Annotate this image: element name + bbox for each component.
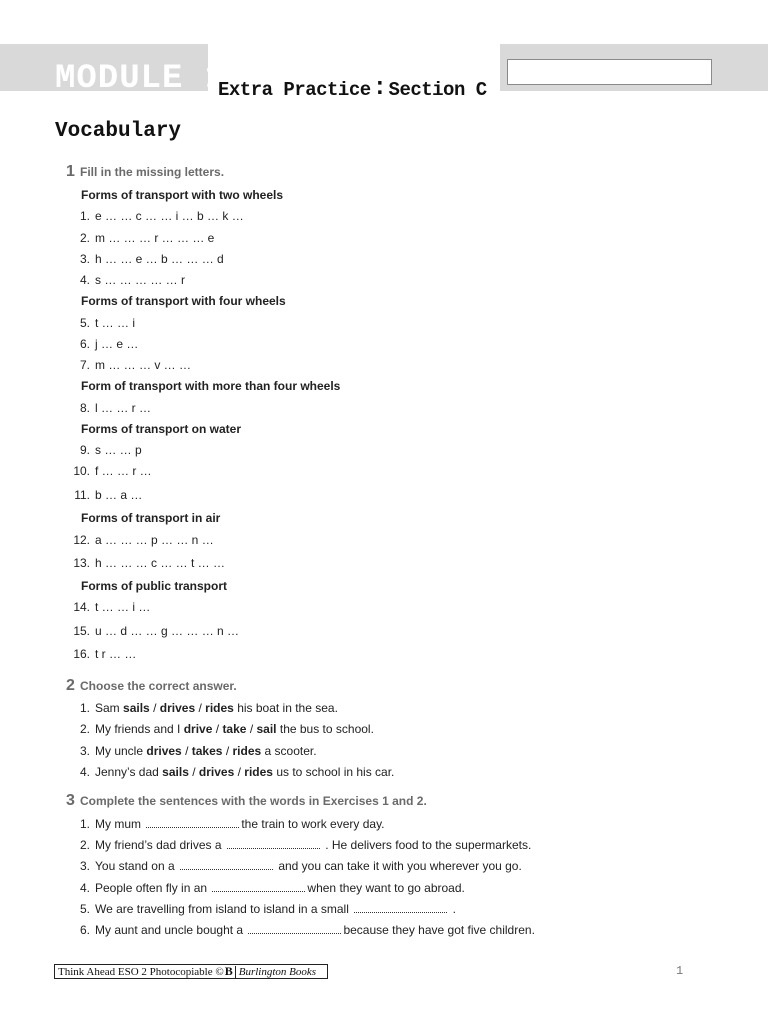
list-item [66,701,338,715]
sentence-end: a scooter. [264,744,317,758]
item-text: h … … … c … … t … … [95,556,226,570]
list-item [66,231,214,245]
item-text: h … … e … b … … … d [95,252,224,266]
exercise-number: 2 [66,677,75,694]
title-part-b: Section C [388,79,487,101]
list-item [66,722,374,736]
sentence-end: the bus to school. [279,722,374,736]
publisher-logo: B [224,964,233,978]
sentence-start: My friend’s dad drives a [95,838,222,852]
answer-blank[interactable] [227,838,320,849]
item-text: s … … … … … r [95,273,185,287]
sentence-end: because they have got five children. [343,923,535,937]
sentence-end: when they want to go abroad. [307,881,465,895]
list-item [66,624,239,638]
title-part-a: Extra Practice [218,79,371,101]
option[interactable]: rides [244,765,273,779]
list-item [66,923,535,937]
page-number: 1 [676,964,684,978]
list-item [66,209,244,223]
group-heading: Forms of transport in air [81,511,221,525]
item-text: s … … p [95,443,142,457]
item-number: 2. [79,722,90,736]
item-text: m … … … v … … [95,358,191,372]
item-number: 1. [79,701,90,715]
answer-blank[interactable] [180,859,273,870]
item-number: 2. [79,838,90,852]
group-heading: Forms of transport on water [81,422,242,436]
separator: / [237,765,241,779]
item-number: 16. [73,647,90,661]
item-number: 4. [79,273,90,287]
list-item [66,533,214,547]
list-item [66,337,138,351]
list-item [66,647,136,661]
item-number: 1. [79,817,90,831]
item-number: 5. [79,902,90,916]
item-text: t … … i [95,316,136,330]
separator: / [185,744,189,758]
item-number: 6. [79,923,90,937]
item-number: 4. [79,881,90,895]
option[interactable]: sails [123,701,150,715]
option[interactable]: rides [205,701,234,715]
item-number: 13. [73,556,90,570]
list-item [66,316,135,330]
item-number: 10. [73,464,90,478]
answer-blank[interactable] [146,817,239,828]
sentence-start: Sam [95,701,120,715]
sentence-start: People often fly in an [95,881,208,895]
item-text: u … d … … g … … … n … [95,624,240,638]
list-item [66,443,142,457]
list-item [66,765,394,779]
module-label: MODULE 1 [55,60,227,98]
option[interactable]: drives [198,765,235,779]
sentence-start: Jenny’s dad [95,765,159,779]
answer-blank[interactable] [248,923,341,934]
sentence-end: . [452,902,456,916]
section-heading: Vocabulary [55,120,182,143]
title-colon: : [372,75,387,102]
item-text: e … … c … … i … b … k … [95,209,244,223]
list-item [66,273,185,287]
item-text: t … … i … [95,600,151,614]
list-item [66,838,531,852]
sentence-end: the train to work every day. [241,817,385,831]
sentence-start: My uncle [95,744,144,758]
exercise-instruction: Fill in the missing letters. [80,165,225,179]
group-heading: Forms of transport with four wheels [81,294,286,308]
exercise-number: 1 [66,163,75,180]
page-title [218,76,487,103]
exercise-instruction: Choose the correct answer. [80,679,237,693]
item-number: 9. [79,443,90,457]
item-number: 11. [74,488,90,502]
item-number: 15. [73,624,90,638]
item-text: m … … … r … … … e [95,231,215,245]
separator: / [198,701,202,715]
item-number: 12. [73,533,90,547]
exercise-3-heading [66,792,427,810]
separator: / [215,722,220,736]
sentence-start: My mum [95,817,141,831]
exercise-1-heading [66,163,224,181]
item-text: l … … r … [95,401,151,415]
item-number: 3. [79,744,90,758]
separator: / [192,765,196,779]
publisher-name: Burlington Books [235,966,319,978]
list-item [66,744,317,758]
option[interactable]: take [222,722,247,736]
separator: / [153,701,157,715]
item-number: 8. [79,401,90,415]
item-number: 3. [79,859,90,873]
option[interactable]: drives [146,744,182,758]
copyright-text: Think Ahead ESO 2 Photocopiable © [58,966,224,978]
answer-blank[interactable] [354,902,447,913]
separator: / [249,722,254,736]
exercise-instruction: Complete the sentences with the words in Exercises 1 and 2. [80,794,427,808]
item-text: f … … r … [95,464,152,478]
item-text: b … a … [95,488,143,502]
item-text: t r … … [95,647,137,661]
item-number: 4. [79,765,90,779]
group-heading: Form of transport with more than four wheels [81,379,341,393]
item-text: j … e … [95,337,139,351]
option[interactable]: sails [162,765,189,779]
list-item [66,464,152,478]
list-item [66,881,465,895]
sentence-end: and you can take it with you wherever you go. [278,859,522,873]
option[interactable]: drives [159,701,196,715]
list-item [66,358,191,372]
group-heading: Forms of public transport [81,579,228,593]
list-item [66,600,150,614]
option[interactable]: rides [232,744,262,758]
option[interactable]: sail [256,722,277,736]
list-item [66,401,151,415]
sentence-start: You stand on a [95,859,175,873]
item-text: a … … … p … … n … [95,533,214,547]
name-field[interactable] [507,59,712,85]
list-item [66,859,522,873]
item-number: 7. [79,358,90,372]
sentence-start: My aunt and uncle bought a [95,923,244,937]
item-number: 6. [79,337,90,351]
option[interactable]: drive [183,722,213,736]
option[interactable]: takes [191,744,223,758]
list-item [66,902,456,916]
item-number: 2. [79,231,90,245]
item-number: 1. [79,209,90,223]
sentence-start: We are travelling from island to island in a small [95,902,349,916]
item-number: 14. [73,600,90,614]
sentence-end: . He delivers food to the supermarkets. [325,838,532,852]
sentence-end: us to school in his car. [276,765,395,779]
separator: / [225,744,230,758]
item-number: 5. [79,316,90,330]
sentence-start: My friends and I [95,722,181,736]
list-item [66,252,224,266]
sentence-end: his boat in the sea. [237,701,338,715]
copyright-footer [54,964,328,979]
list-item [66,556,225,570]
item-number: 3. [79,252,90,266]
list-item [66,488,142,502]
answer-blank[interactable] [212,881,305,892]
group-heading: Forms of transport with two wheels [81,188,284,202]
exercise-2-heading [66,677,237,695]
list-item [66,817,385,831]
exercise-number: 3 [66,792,75,809]
